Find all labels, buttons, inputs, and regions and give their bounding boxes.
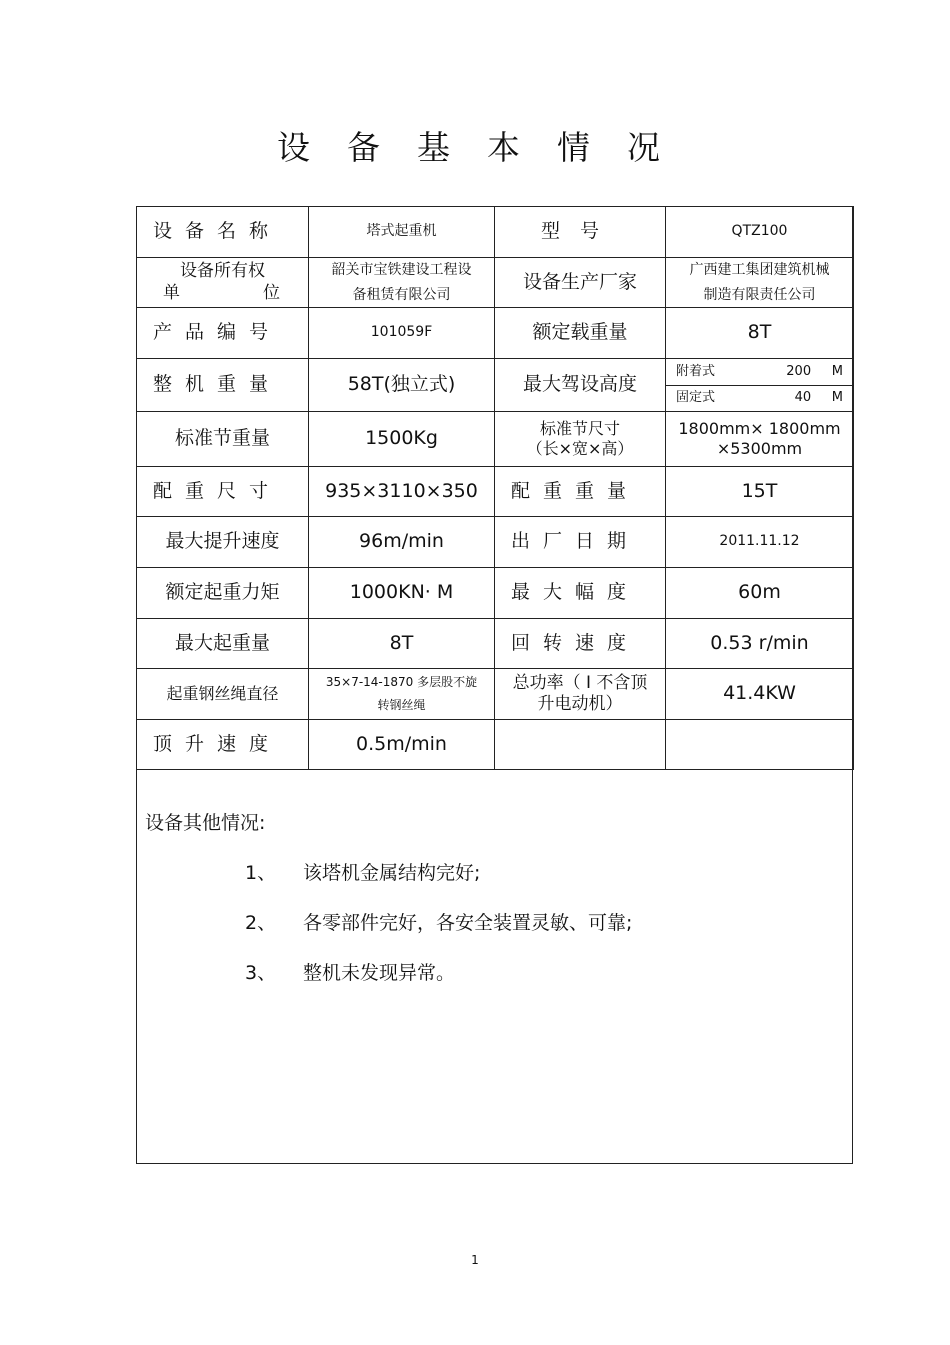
value-climb-speed: 0.5m/min xyxy=(309,720,495,770)
height-fixed-unit: M xyxy=(831,389,843,405)
table-row xyxy=(137,412,854,467)
label-counterweight-size: 配重尺寸 xyxy=(137,467,309,517)
label-total-power xyxy=(495,669,666,720)
value-device-name: 塔式起重机 xyxy=(309,207,495,258)
label-rope-diameter: 起重钢丝绳直径 xyxy=(137,669,309,720)
value-rated-load: 8T xyxy=(666,308,854,359)
table-row xyxy=(137,720,854,770)
label-owner-line2 xyxy=(141,283,304,304)
equipment-info-table xyxy=(136,206,854,770)
value-manufacturer xyxy=(666,258,854,308)
value-slewing-speed: 0.53 r/min xyxy=(666,619,854,669)
table-row xyxy=(137,568,854,619)
height-attached-row xyxy=(666,360,853,385)
label-machine-weight: 整机重量 xyxy=(137,359,309,412)
value-rope-diameter xyxy=(309,669,495,720)
label-total-power-line2: 升电动机） xyxy=(537,694,623,714)
value-section-weight: 1500Kg xyxy=(309,412,495,467)
height-attached-unit: M xyxy=(831,364,843,380)
empty-cell xyxy=(666,720,854,770)
value-owner xyxy=(309,258,495,308)
list-item-text: 该塔机金属结构完好; xyxy=(303,862,481,884)
value-factory-date: 2011.11.12 xyxy=(666,517,854,568)
label-owner-char2: 位 xyxy=(263,282,280,303)
value-section-size-line2: ×5300mm xyxy=(716,439,803,458)
value-manufacturer-line2: 制造有限责任公司 xyxy=(703,286,816,303)
label-rated-load: 额定载重量 xyxy=(495,308,666,359)
label-owner-char1: 单 xyxy=(163,282,180,303)
label-total-power-line1: 总功率（ I 不含顶 xyxy=(512,672,648,693)
label-max-radius: 最大幅度 xyxy=(495,568,666,619)
value-max-lift-speed: 96m/min xyxy=(309,517,495,568)
label-slewing-speed: 回转速度 xyxy=(495,619,666,669)
label-section-size-line2: （长×宽×高） xyxy=(526,439,634,458)
page-title: 设备基本情况 xyxy=(277,128,697,167)
label-device-name: 设备名称 xyxy=(137,207,309,258)
value-max-radius: 60m xyxy=(666,568,854,619)
label-product-number: 产品编号 xyxy=(137,308,309,359)
value-rated-moment: 1000KN· M xyxy=(309,568,495,619)
list-item xyxy=(245,908,632,935)
value-machine-weight: 58T(独立式) xyxy=(309,359,495,412)
value-max-lift-weight: 8T xyxy=(309,619,495,669)
table-row xyxy=(137,517,854,568)
page-number: 1 xyxy=(471,1253,479,1267)
value-total-power: 41.4KW xyxy=(666,669,854,720)
label-model: 型号 xyxy=(495,207,666,258)
label-factory-date: 出厂日期 xyxy=(495,517,666,568)
label-rated-moment: 额定起重力矩 xyxy=(137,568,309,619)
list-item-number: 3、 xyxy=(245,962,277,984)
table-row xyxy=(137,308,854,359)
height-fixed-number: 40 xyxy=(794,389,812,405)
empty-cell xyxy=(495,720,666,770)
height-fixed-row xyxy=(666,385,853,410)
height-attached-number: 200 xyxy=(786,364,812,380)
label-owner xyxy=(137,258,309,308)
value-manufacturer-line1: 广西建工集团建筑机械 xyxy=(689,262,830,278)
value-owner-line1: 韶关市宝铁建设工程设 xyxy=(331,262,472,278)
label-counterweight: 配重重量 xyxy=(495,467,666,517)
value-counterweight: 15T xyxy=(666,467,854,517)
table-row xyxy=(137,359,854,412)
value-product-number: 101059F xyxy=(309,308,495,359)
value-counterweight-size: 935×3110×350 xyxy=(309,467,495,517)
label-section-size-line1: 标准节尺寸 xyxy=(539,419,620,438)
label-climb-speed: 顶升速度 xyxy=(137,720,309,770)
list-item-text: 各零部件完好，各安全装置灵敏、可靠; xyxy=(303,912,633,934)
height-fixed-value xyxy=(795,390,843,406)
list-item-number: 1、 xyxy=(245,862,277,884)
height-fixed-label: 固定式 xyxy=(676,389,716,405)
label-max-lift-speed: 最大提升速度 xyxy=(137,517,309,568)
value-model: QTZ100 xyxy=(666,207,854,258)
label-section-weight: 标准节重量 xyxy=(137,412,309,467)
table-row xyxy=(137,207,854,258)
table-row xyxy=(137,669,854,720)
list-item xyxy=(245,958,455,985)
value-rope-diameter-line1: 35×7-14-1870 多层股不旋 xyxy=(325,675,478,690)
list-item-text: 整机未发现异常。 xyxy=(303,962,456,984)
other-conditions-heading: 设备其他情况: xyxy=(145,812,266,834)
label-owner-line1: 设备所有权 xyxy=(180,261,265,282)
value-section-size xyxy=(666,412,854,467)
label-manufacturer: 设备生产厂家 xyxy=(495,258,666,308)
table-row xyxy=(137,619,854,669)
label-max-lift-weight: 最大起重量 xyxy=(137,619,309,669)
height-attached-label: 附着式 xyxy=(676,364,716,380)
value-owner-line2: 备租赁有限公司 xyxy=(352,286,451,303)
list-item-number: 2、 xyxy=(245,912,277,934)
label-section-size xyxy=(495,412,666,467)
table-row xyxy=(137,467,854,517)
value-rope-diameter-line2: 转钢丝绳 xyxy=(377,698,426,712)
list-item xyxy=(245,858,480,885)
table-row xyxy=(137,258,854,308)
height-attached-value xyxy=(786,364,843,380)
value-max-height xyxy=(666,359,854,412)
value-section-size-line1: 1800mm× 1800mm xyxy=(678,419,841,438)
label-max-height: 最大驾设高度 xyxy=(495,359,666,412)
